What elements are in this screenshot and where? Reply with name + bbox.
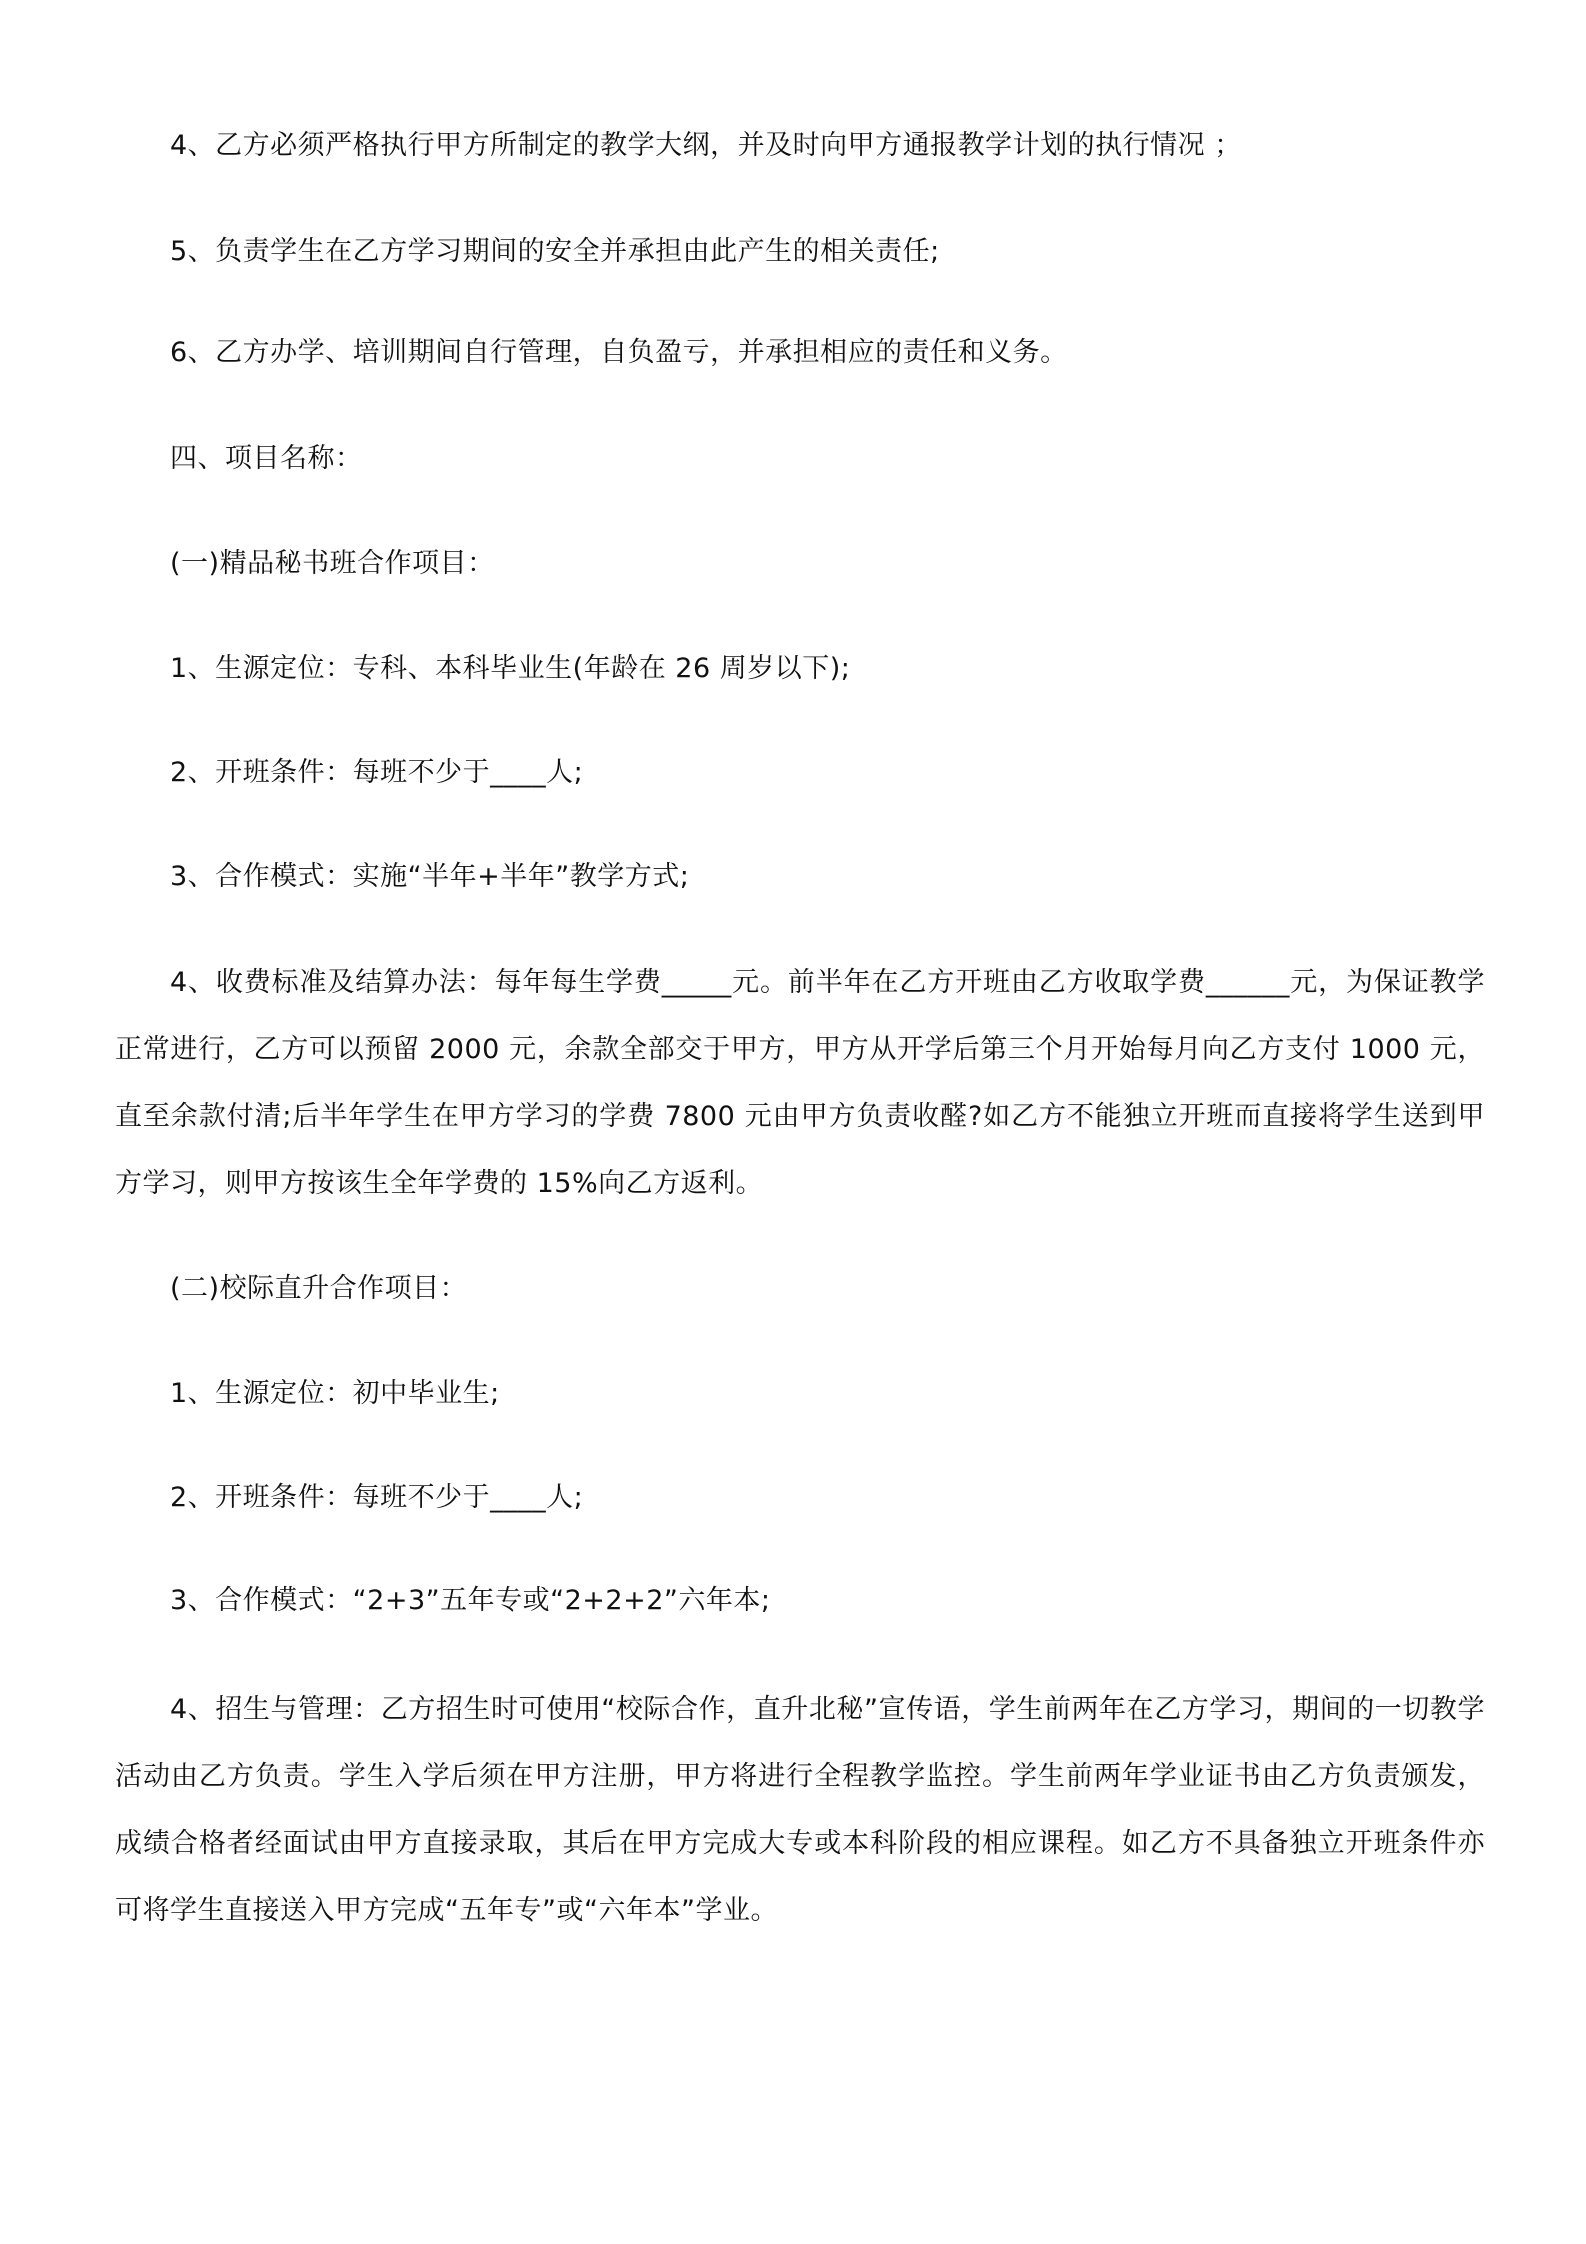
paragraph-cooperation-mode-2: 3、合作模式：“2+3”五年专或“2+2+2”六年本; bbox=[170, 1585, 771, 1616]
subsection-heading-secretary-class: (一)精品秘书班合作项目： bbox=[170, 548, 495, 579]
paragraph-student-source: 1、生源定位：专科、本科毕业生(年龄在 26 周岁以下); bbox=[170, 653, 851, 684]
paragraph-student-source-2: 1、生源定位：初中毕业生; bbox=[170, 1378, 500, 1409]
paragraph-class-conditions: 2、开班条件：每班不少于____人; bbox=[170, 757, 584, 788]
paragraph-class-conditions-2: 2、开班条件：每班不少于____人; bbox=[170, 1482, 584, 1513]
paragraph-clause-4: 4、乙方必须严格执行甲方所制定的教学大纲，并及时向甲方通报教学计划的执行情况 ； bbox=[170, 130, 1242, 161]
subsection-heading-direct-promotion: (二)校际直升合作项目： bbox=[170, 1273, 468, 1304]
paragraph-clause-5: 5、负责学生在乙方学习期间的安全并承担由此产生的相关责任; bbox=[170, 236, 940, 267]
paragraph-fees-settlement: 4、收费标准及结算办法：每年每生学费_____元。前半年在乙方开班由乙方收取学费______元，为保证教学正常进行，乙方可以预留 2000 元，余款全部交于甲方，甲方从开学后第三个月开始每月向乙方支付 1000 元，直至余款付清;后半年学生在甲方学习的学费 7800 元由甲方负责收醛?如乙方不能独立开班而直接将学生送到甲方学习，则甲方按该生全年学费的 15%向乙方返利。 bbox=[115, 967, 1485, 1199]
paragraph-clause-6: 6、乙方办学、培训期间自行管理，自负盈亏，并承担相应的责任和义务。 bbox=[170, 337, 1068, 368]
paragraph-enrollment-management: 4、招生与管理：乙方招生时可使用“校际合作，直升北秘”宣传语，学生前两年在乙方学习，期间的一切教学活动由乙方负责。学生入学后须在甲方注册，甲方将进行全程教学监控。学生前两年学业证书由乙方负责颁发，成绩合格者经面试由甲方直接录取，其后在甲方完成大专或本科阶段的相应课程。如乙方不具备独立开班条件亦可将学生直接送入甲方完成“五年专”或“六年本”学业。 bbox=[115, 1694, 1485, 1926]
section-heading-project-names: 四、项目名称： bbox=[170, 443, 363, 474]
paragraph-cooperation-mode: 3、合作模式：实施“半年+半年”教学方式; bbox=[170, 861, 690, 892]
